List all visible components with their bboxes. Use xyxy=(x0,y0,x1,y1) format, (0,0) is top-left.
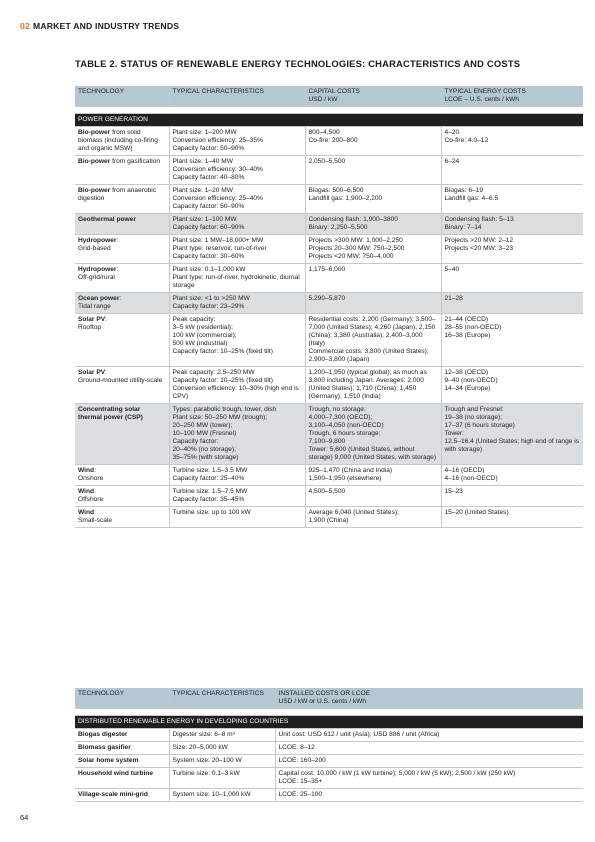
capital-cost-cell: Condensing flash: 1,900–3800 Binary: 2,250–5,500 xyxy=(305,214,441,235)
characteristics-cell: Size: 20–5,000 kW xyxy=(169,742,275,755)
capital-cost-cell: 1,200–1,950 (typical global); as much as 3,800 including Japan. Averages: 2,000 (United States); 1,710 (China); 1,450 (Germany); 1,510 (India) xyxy=(305,367,441,404)
table-row xyxy=(75,127,583,156)
capital-cost-cell: 925–1,470 (China and India) 1,500–1,950 (elsewhere) xyxy=(305,465,441,486)
characteristics-cell: Plant size: 1 MW–18,000+ MW Plant type: reservoir, run-of-river Capacity factor: 30–60% xyxy=(169,235,305,264)
characteristics-cell: Plant size: <1 to >250 MW Capacity factor: 23–29% xyxy=(169,293,305,314)
technology-cell xyxy=(75,293,169,314)
capital-cost-cell: 2,050–5,500 xyxy=(305,156,441,185)
section-number: 02 xyxy=(20,21,30,31)
characteristics-cell: Plant size: 1–40 MW Conversion efficiency: 30–40% Capacity factor: 40–80% xyxy=(169,156,305,185)
energy-cost-cell: Condensing flash: 5–13 Binary: 7–14 xyxy=(441,214,583,235)
characteristics-cell: Turbine size: 1.5–3.5 MW Capacity factor: 25–40% xyxy=(169,465,305,486)
technology-name: Bio-power xyxy=(78,158,111,165)
technology-cell xyxy=(75,404,169,465)
installed-cost-cell: Unit cost: USD 612 / unit (Asia); USD 886 / unit (Africa) xyxy=(275,729,583,742)
col-characteristics: TYPICAL CHARACTERISTICS xyxy=(169,688,275,709)
capital-cost-cell: Trough, no storage: 4,000–7,300 (OECD); 3,100–4,050 (non-OECD) Trough, 6 hours storage: 7,100–9,800 Tower: 5,600 (United States, without storage) 9,000 (United States, with storage) xyxy=(305,404,441,465)
installed-cost-cell: LCOE: 8–12 xyxy=(275,742,583,755)
technology-detail: : Onshore xyxy=(78,467,104,482)
characteristics-cell: Plant size: 1–100 MW Capacity factor: 60–90% xyxy=(169,214,305,235)
technology-detail: : Small-scale xyxy=(78,509,113,524)
technology-cell xyxy=(75,486,169,507)
technology-cell: Village-scale mini-grid xyxy=(75,789,169,802)
technology-cell xyxy=(75,465,169,486)
characteristics-cell: Types: parabolic trough, tower, dish Plant size: 50–250 MW (trough); 20–250 MW (tower); 10–100 MW (Fresnel) Capacity factor: 20–40% (no storage); 35–75% (with storage) xyxy=(169,404,305,465)
energy-cost-cell: 6–24 xyxy=(441,156,583,185)
installed-cost-cell: Capital cost: 10,000 / kW (1 kW turbine); 5,000 / kW (5 kW); 2,500 / kW (250 kW) LCOE: 15–35+ xyxy=(275,768,583,789)
technology-cell xyxy=(75,185,169,214)
table-row xyxy=(75,789,583,802)
technology-detail: : Offshore xyxy=(78,488,104,503)
col-technology: TECHNOLOGY xyxy=(75,86,169,107)
table-row xyxy=(75,768,583,789)
table-row xyxy=(75,486,583,507)
technology-name: Hydropower xyxy=(78,237,117,244)
table-row xyxy=(75,185,583,214)
technology-detail: : Off-grid/rural xyxy=(78,266,119,281)
technology-detail: : Rooftop xyxy=(78,316,107,331)
table-row xyxy=(75,214,583,235)
technology-name: Concentrating solar thermal power (CSP) xyxy=(78,406,143,421)
technology-detail: : Ground-mounted utility-scale xyxy=(78,369,163,384)
energy-cost-cell: 15–23 xyxy=(441,486,583,507)
capital-cost-cell: 800–4,500 Co-fire: 200–800 xyxy=(305,127,441,156)
table-title: TABLE 2. STATUS OF RENEWABLE ENERGY TECHNOLOGIES: CHARACTERISTICS AND COSTS xyxy=(75,58,521,69)
characteristics-cell: Turbine size: 0.1–3 kW xyxy=(169,768,275,789)
energy-cost-cell: 21–28 xyxy=(441,293,583,314)
technology-cell xyxy=(75,264,169,293)
technology-cell: Solar home system xyxy=(75,755,169,768)
table-row xyxy=(75,729,583,742)
characteristics-cell: Turbine size: up to 100 kW xyxy=(169,507,305,528)
page-number: 64 xyxy=(20,813,29,822)
table-row xyxy=(75,465,583,486)
technology-detail: from solid biomass (including co-firing and organic MSW) xyxy=(78,129,158,152)
table-header-row xyxy=(75,688,583,709)
technology-name: Bio-power xyxy=(78,187,111,194)
table-row xyxy=(75,264,583,293)
capital-cost-cell: Biogas: 500–6,500 Landfill gas: 1,900–2,200 xyxy=(305,185,441,214)
energy-cost-cell: 5–40 xyxy=(441,264,583,293)
energy-cost-cell: 4–16 (OECD) 4–16 (non-OECD) xyxy=(441,465,583,486)
characteristics-cell: Peak capacity: 3–5 kW (residential); 100 kW (commercial); 500 kW (industrial) Capacity factor: 10–25% (fixed tilt) xyxy=(169,314,305,367)
technology-cell xyxy=(75,507,169,528)
technology-cell xyxy=(75,235,169,264)
technology-cell xyxy=(75,314,169,367)
technology-cell xyxy=(75,156,169,185)
energy-cost-cell: Projects >20 MW: 2–12 Projects <20 MW: 3–23 xyxy=(441,235,583,264)
table-row xyxy=(75,404,583,465)
col-characteristics: TYPICAL CHARACTERISTICS xyxy=(169,86,305,107)
col-installed-costs: INSTALLED COSTS OR LCOE USD / kW or U.S. cents / kWh xyxy=(275,688,583,709)
characteristics-cell: Peak capacity: 2.5–250 MW Capacity factor: 10–25% (fixed tilt) Conversion efficiency: 10–30% (high end is CPV) xyxy=(169,367,305,404)
technology-detail: : Tidal range xyxy=(78,295,122,310)
technology-detail: from gasification xyxy=(110,158,161,165)
table-row xyxy=(75,367,583,404)
technology-name: Wind xyxy=(78,488,95,495)
technology-cell xyxy=(75,367,169,404)
renewable-tech-table xyxy=(75,86,583,528)
characteristics-cell: System size: 10–1,000 kW xyxy=(169,789,275,802)
capital-cost-cell: 4,500–5,500 xyxy=(305,486,441,507)
technology-name: Solar PV xyxy=(78,369,106,376)
capital-cost-cell: 5,290–5,870 xyxy=(305,293,441,314)
capital-cost-cell: Residential costs: 2,200 (Germany); 3,500–7,000 (United States); 4,260 (Japan); 2,150 (China); 3,380 (Australia); 2,400–3,000 (Italy) Commercial costs: 3,800 (United States); 2,900–3,800 (Japan) xyxy=(305,314,441,367)
technology-name: Ocean power xyxy=(78,295,120,302)
technology-name: Solar PV xyxy=(78,316,106,323)
table-row xyxy=(75,755,583,768)
characteristics-cell: Plant size: 1–200 MW Conversion efficiency: 25–35% Capacity factor: 50–90% xyxy=(169,127,305,156)
technology-name: Geothermal power xyxy=(78,216,136,223)
characteristics-cell: Turbine size: 1.5–7.5 MW Capacity factor: 35–45% xyxy=(169,486,305,507)
col-energy-costs: TYPICAL ENERGY COSTS LCOE – U.S. cents / kWh xyxy=(441,86,583,107)
energy-cost-cell: Biogas: 6–19 Landfill gas: 4–6.5 xyxy=(441,185,583,214)
section-band: POWER GENERATION xyxy=(75,114,583,127)
capital-cost-cell: Projects >300 MW: 1,000–2,250 Projects 20–300 MW: 750–2,500 Projects <20 MW: 750–4,000 xyxy=(305,235,441,264)
energy-cost-cell: 12–38 (OECD) 9–40 (non-OECD) 14–34 (Europe) xyxy=(441,367,583,404)
technology-name: Wind xyxy=(78,467,95,474)
table-row xyxy=(75,235,583,264)
section-band: DISTRIBUTED RENEWABLE ENERGY IN DEVELOPING COUNTRIES xyxy=(75,716,583,729)
section-title: MARKET AND INDUSTRY TRENDS xyxy=(32,21,180,31)
technology-cell: Household wind turbine xyxy=(75,768,169,789)
technology-name: Hydropower xyxy=(78,266,117,273)
table-row xyxy=(75,507,583,528)
section-label xyxy=(20,21,179,31)
col-technology: TECHNOLOGY xyxy=(75,688,169,709)
distributed-energy-table xyxy=(75,688,583,802)
characteristics-cell: Digester size: 6–8 m³ xyxy=(169,729,275,742)
technology-cell xyxy=(75,214,169,235)
characteristics-cell: Plant size: 0.1–1,000 kW Plant type: run-of-river, hydrokinetic, diurnal storage xyxy=(169,264,305,293)
capital-cost-cell: Average 6,040 (United States); 1,900 (China) xyxy=(305,507,441,528)
capital-cost-cell: 1,175–6,000 xyxy=(305,264,441,293)
characteristics-cell: System size: 20–100 W xyxy=(169,755,275,768)
characteristics-cell: Plant size: 1–20 MW Conversion efficiency: 25–40% Capacity factor: 50–90% xyxy=(169,185,305,214)
technology-cell: Biogas digester xyxy=(75,729,169,742)
technology-cell xyxy=(75,127,169,156)
col-capital-costs: CAPITAL COSTS USD / kW xyxy=(305,86,441,107)
technology-detail: from anaerobic digestion xyxy=(78,187,157,202)
technology-name: Wind xyxy=(78,509,95,516)
energy-cost-cell: 15–20 (United States) xyxy=(441,507,583,528)
energy-cost-cell: 4–20 Co-fire: 4.0–12 xyxy=(441,127,583,156)
technology-name: Bio-power xyxy=(78,129,111,136)
table-row xyxy=(75,742,583,755)
energy-cost-cell: Trough and Fresnel: 19–38 (no storage); 17–37 (6 hours storage) Tower: 12.5–16.4 (United States; high end of range is with storage) xyxy=(441,404,583,465)
technology-detail: : Grid-based xyxy=(78,237,119,252)
technology-cell: Biomass gasifier xyxy=(75,742,169,755)
energy-cost-cell: 21–44 (OECD) 28–55 (non-OECD) 16–38 (Europe) xyxy=(441,314,583,367)
installed-cost-cell: LCOE: 160–200 xyxy=(275,755,583,768)
table-row xyxy=(75,293,583,314)
installed-cost-cell: LCOE: 25–100 xyxy=(275,789,583,802)
table-row xyxy=(75,314,583,367)
table-header-row xyxy=(75,86,583,107)
table-row xyxy=(75,156,583,185)
